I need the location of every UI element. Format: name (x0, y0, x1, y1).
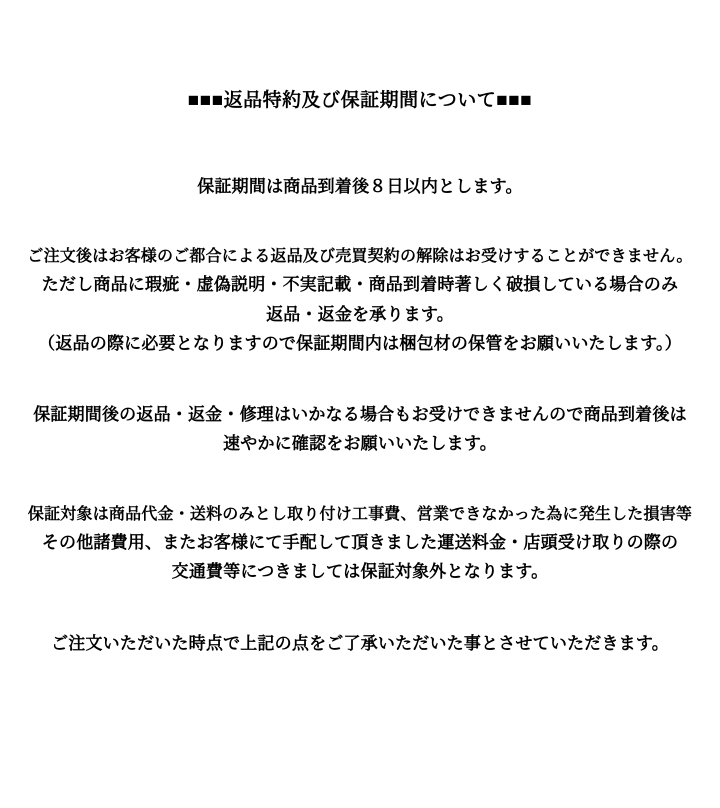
section-cancellation-policy (14, 243, 706, 358)
policy-line: その他諸費用、またお客様にて手配して頂きました運送料金・店頭受け取りの際の (41, 533, 679, 553)
page-title: ■■■返品特約及び保証期間について■■■ (187, 90, 533, 111)
policy-line: 保証期間後の返品・返金・修理はいかなる場合もお受けできませんので商品到着後は (33, 405, 687, 425)
policy-line: ご注文いただいた時点で上記の点をご了承いただいた事とさせていただきます。 (51, 633, 669, 653)
policy-line: 保証期間は商品到着後８日以内とします。 (197, 176, 523, 196)
section-agreement-notice (14, 629, 706, 658)
return-policy-document (0, 88, 720, 808)
policy-line: 保証対象は商品代金・送料のみとし取り付け工事費、営業できなかった為に発生した損害等 (27, 505, 693, 523)
policy-line: ただし商品に瑕疵・虚偽説明・不実記載・商品到着時著しく破損している場合のみ (41, 275, 679, 295)
section-warranty-period (14, 172, 706, 201)
policy-line: 交通費等につきましては保証対象外となります。 (171, 562, 549, 582)
section-coverage-scope (14, 501, 706, 587)
policy-line: （返品の際に必要となりますので保証期間内は梱包材の保管をお願いいたします。） (38, 333, 682, 353)
section-after-warranty-period (14, 400, 706, 458)
policy-line: 速やかに確認をお願いいたします。 (223, 434, 497, 454)
policy-line: ご注文後はお客様のご都合による返品及び売買契約の解除はお受けすることができません。 (27, 247, 693, 265)
policy-line: 返品・返金を承ります。 (266, 304, 454, 324)
